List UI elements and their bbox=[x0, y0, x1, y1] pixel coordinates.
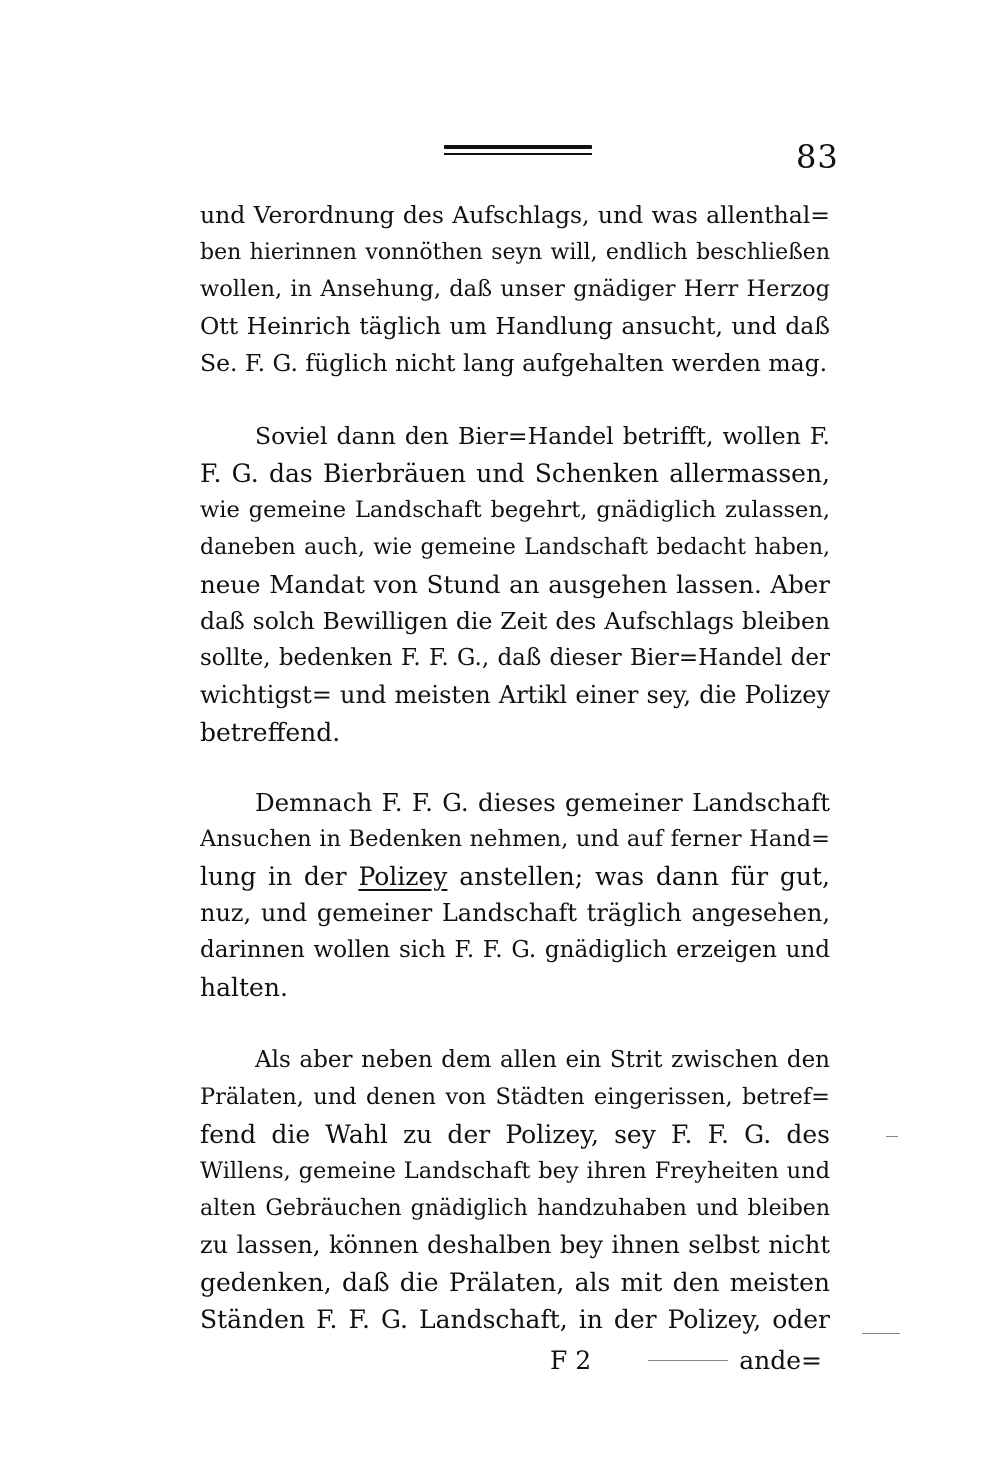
text-line: neue Mandat von Stund an ausgehen lassen. Aber bbox=[200, 570, 830, 599]
text-line: und Verordnung des Aufschlags, und was allenthal= bbox=[200, 201, 830, 229]
text-line: Als aber neben dem allen ein Strit zwischen den bbox=[255, 1047, 830, 1073]
text-line: Se. F. G. füglich nicht lang aufgehalten werden mag. bbox=[200, 349, 828, 377]
paragraph-1 bbox=[200, 197, 830, 382]
text-line: nuz, und gemeiner Landschaft träglich angesehen, bbox=[200, 899, 830, 927]
paragraph-3 bbox=[200, 784, 830, 1006]
header-rule bbox=[444, 145, 592, 155]
text-line: darinnen wollen sich F. F. G. gnädiglich erzeigen und bbox=[200, 937, 830, 963]
text-line: wichtigst= und meisten Artikl einer sey, die Polizey bbox=[200, 681, 830, 709]
text-line: gedenken, daß die Prälaten, als mit den meisten bbox=[200, 1268, 830, 1297]
text-line: betreffend. bbox=[200, 718, 341, 747]
text-line: zu lassen, können deshalben bey ihnen selbst nicht bbox=[200, 1231, 830, 1259]
text-line: ben hierinnen vonnöthen seyn will, endlich beschließen bbox=[200, 240, 830, 265]
text-line: daneben auch, wie gemeine Landschaft bedacht haben, bbox=[200, 535, 830, 560]
text-line: Ott Heinrich täglich um Handlung ansucht, und daß bbox=[200, 312, 830, 340]
text-line: daß solch Bewilligen die Zeit des Aufschlags bleiben bbox=[200, 607, 830, 635]
text-segment: lung in der bbox=[200, 862, 347, 891]
text-line: F. G. das Bierbräuen und Schenken allermassen, bbox=[200, 459, 830, 488]
text-line-with-underline bbox=[200, 858, 830, 895]
text-line: sollte, bedenken F. F. G., daß dieser Bier=Handel der bbox=[200, 645, 830, 671]
text-segment: anstellen; was dann für gut, bbox=[459, 862, 830, 891]
text-line: Soviel dann den Bier=Handel betrifft, wollen F. bbox=[255, 422, 830, 450]
text-line: Demnach F. F. G. dieses gemeiner Landschaft bbox=[255, 788, 830, 817]
text-line: halten. bbox=[200, 973, 288, 1002]
text-line: Willens, gemeine Landschaft bey ihren Freyheiten und bbox=[200, 1158, 830, 1184]
page-number: 83 bbox=[796, 138, 839, 176]
pencil-mark bbox=[862, 1333, 900, 1334]
header-rule-thin bbox=[444, 153, 592, 155]
header-rule-thick bbox=[444, 145, 592, 149]
text-line: Prälaten, und denen von Städten eingerissen, betref= bbox=[200, 1084, 830, 1110]
text-line: wie gemeine Landschaft begehrt, gnädiglich zulassen, bbox=[200, 497, 830, 523]
text-line: Ständen F. F. G. Landschaft, in der Polizey, oder bbox=[200, 1305, 830, 1334]
text-line: alten Gebräuchen gnädiglich handzuhaben und bleiben bbox=[200, 1196, 830, 1221]
text-line: Ansuchen in Bedenken nehmen, und auf ferner Hand= bbox=[200, 826, 830, 852]
pencil-mark bbox=[648, 1360, 728, 1361]
underlined-word: Polizey bbox=[358, 862, 448, 891]
text-line: fend die Wahl zu der Polizey, sey F. F. G. des bbox=[200, 1120, 830, 1149]
paragraph-4 bbox=[200, 1042, 830, 1338]
text-line: wollen, in Ansehung, daß unser gnädiger Herr Herzog bbox=[200, 276, 830, 302]
signature-mark: F 2 bbox=[550, 1346, 592, 1375]
catchword: ande= bbox=[739, 1346, 822, 1375]
pencil-mark bbox=[886, 1136, 898, 1137]
paragraph-2 bbox=[200, 418, 830, 751]
page-footer bbox=[550, 1346, 830, 1386]
